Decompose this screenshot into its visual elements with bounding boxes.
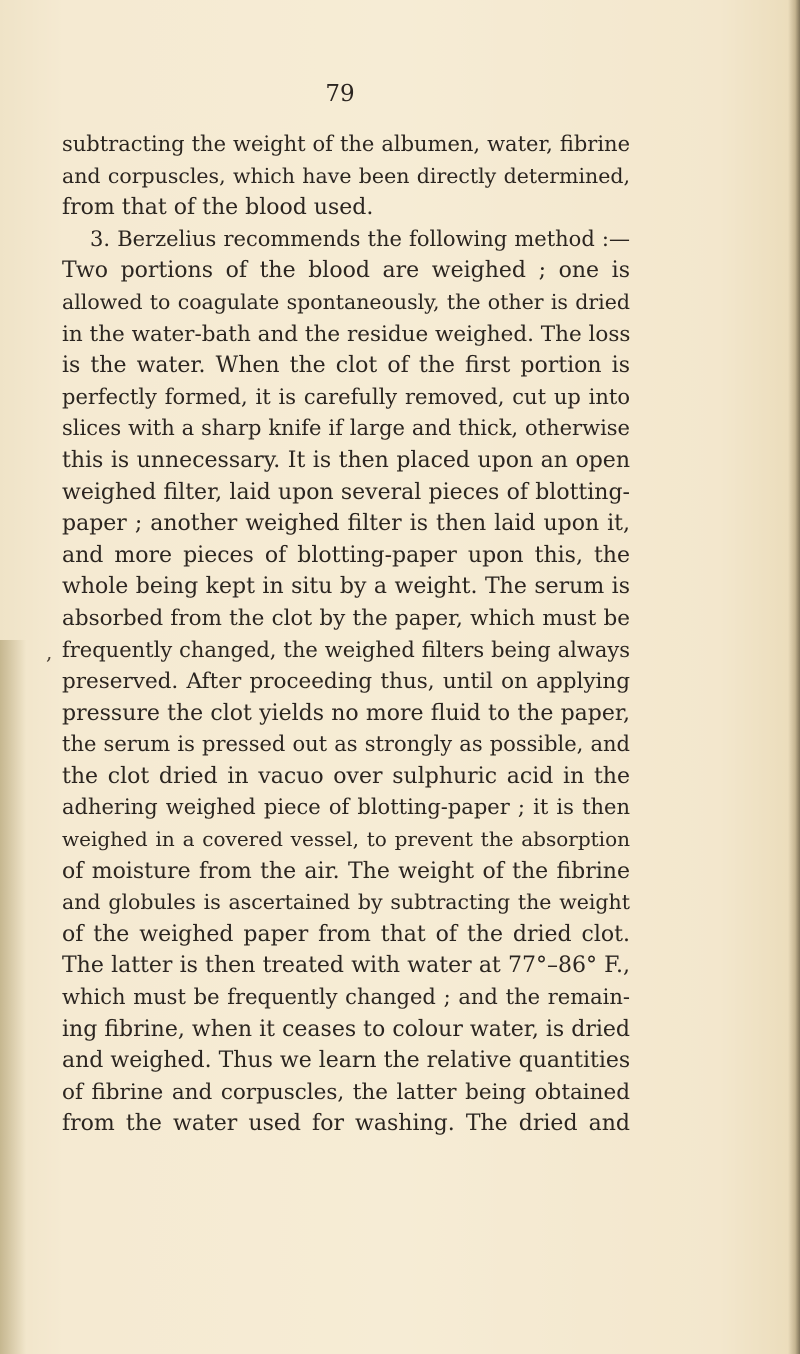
text-line: slices with a sharp knife if large and thick, otherwise — [62, 416, 630, 441]
text-line: and more pieces of blotting-paper upon this, the — [62, 542, 630, 568]
text-line: weighed in a covered vessel, to prevent the absorption — [62, 827, 630, 852]
text-line: preserved. After proceeding thus, until on applying — [62, 669, 630, 695]
text-line: pressure the clot yields no more fluid to the paper, — [62, 700, 630, 726]
text-line: and weighed. Thus we learn the relative quantities — [62, 1048, 630, 1074]
text-line: allowed to coagulate spontaneously, the other is dried — [62, 289, 630, 314]
text-line: the serum is pressed out as strongly as possible, and — [62, 732, 630, 757]
text-line: 3. Berzelius recommends the following method :— — [90, 226, 630, 251]
body-text — [62, 129, 630, 1140]
text-line: which must be frequently changed ; and the remain- — [62, 985, 630, 1010]
text-line: paper ; another weighed filter is then laid upon it, — [62, 511, 630, 537]
text-line: the clot dried in vacuo over sulphuric acid in the — [62, 763, 630, 789]
text-line: weighed filter, laid upon several pieces of blotting- — [62, 479, 630, 505]
text-line: Two portions of the blood are weighed ; one is — [62, 258, 630, 284]
text-line: this is unnecessary. It is then placed upon an open — [62, 447, 630, 473]
text-line: perfectly formed, it is carefully removed, cut up into — [62, 384, 630, 409]
text-line: and corpuscles, which have been directly determined, — [62, 163, 630, 188]
text-line: from the water used for washing. The dried and — [62, 1111, 630, 1137]
text-line: whole being kept in situ by a weight. The serum is — [62, 574, 630, 600]
text-line: The latter is then treated with water at 77°–86° F., — [62, 953, 630, 979]
page-edge-shadow — [788, 0, 800, 1354]
stray-mark: , — [46, 640, 53, 664]
text-line: of the weighed paper from that of the dried clot. — [62, 921, 630, 947]
text-line: in the water-bath and the residue weighed. The loss — [62, 321, 630, 347]
text-line: ing fibrine, when it ceases to colour water, is dried — [62, 1016, 630, 1042]
page-number: 79 — [325, 81, 355, 107]
text-line: and globules is ascertained by subtracting the weight — [62, 890, 630, 915]
text-line: of fibrine and corpuscles, the latter being obtained — [62, 1079, 630, 1105]
text-line: is the water. When the clot of the first portion is — [62, 353, 630, 379]
text-line: absorbed from the clot by the paper, which must be — [62, 605, 630, 631]
text-line: adhering weighed piece of blotting-paper ; it is then — [62, 795, 630, 820]
binding-shadow — [0, 640, 26, 1354]
text-line: from that of the blood used. — [62, 195, 374, 221]
text-line: subtracting the weight of the albumen, water, fibrine — [62, 132, 630, 156]
text-line: of moisture from the air. The weight of the fibrine — [62, 858, 630, 884]
text-line: frequently changed, the weighed filters being always — [62, 637, 630, 662]
